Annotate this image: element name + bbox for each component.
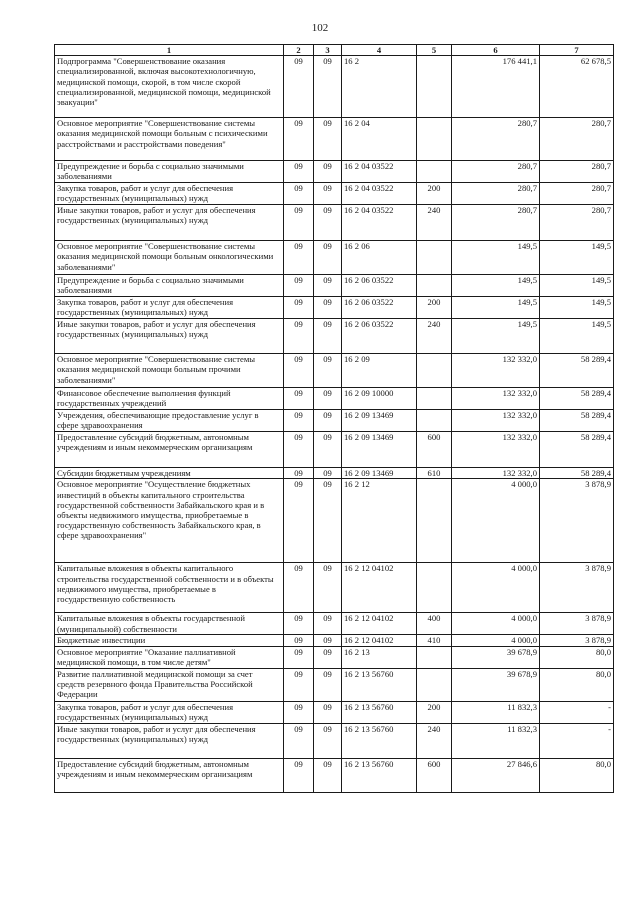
row-section: 09 <box>284 161 314 183</box>
row-name: Закупка товаров, работ и услуг для обеспечения государственных (муниципальных) нужд <box>55 183 284 205</box>
row-subsection: 09 <box>314 388 342 410</box>
row-amount-planned: 132 332,0 <box>452 468 540 479</box>
row-target-code: 16 2 09 13469 <box>342 468 417 479</box>
row-expense-type: 410 <box>417 635 452 646</box>
row-subsection: 09 <box>314 297 342 319</box>
row-amount-planned: 149,5 <box>452 275 540 297</box>
row-amount-planned: 4 000,0 <box>452 479 540 563</box>
table-row <box>55 432 614 468</box>
row-section: 09 <box>284 319 314 354</box>
table-row <box>55 613 614 635</box>
row-name: Учреждения, обеспечивающие предоставление услуг в сфере здравоохранения <box>55 410 284 432</box>
row-expense-type <box>417 388 452 410</box>
table-row <box>55 354 614 388</box>
row-amount-actual: 80,0 <box>540 668 614 701</box>
row-amount-planned: 11 832,3 <box>452 723 540 758</box>
table-row <box>55 410 614 432</box>
row-amount-actual: 149,5 <box>540 297 614 319</box>
row-expense-type <box>417 354 452 388</box>
row-name: Закупка товаров, работ и услуг для обеспечения государственных (муниципальных) нужд <box>55 701 284 723</box>
table-row <box>55 297 614 319</box>
row-name: Иные закупки товаров, работ и услуг для обеспечения государственных (муниципальных) нужд <box>55 723 284 758</box>
row-target-code: 16 2 06 <box>342 241 417 275</box>
row-amount-actual: 58 289,4 <box>540 410 614 432</box>
row-amount-planned: 39 678,9 <box>452 646 540 668</box>
table-row <box>55 635 614 646</box>
row-target-code: 16 2 06 03522 <box>342 319 417 354</box>
row-expense-type: 600 <box>417 758 452 792</box>
row-name: Бюджетные инвестиции <box>55 635 284 646</box>
row-subsection: 09 <box>314 56 342 118</box>
row-amount-actual: 80,0 <box>540 758 614 792</box>
table-row <box>55 701 614 723</box>
table-row <box>55 118 614 161</box>
row-name: Капитальные вложения в объекты капитального строительства государственной собственности и в объекты недвижимого имущества, приобретаемые в государственную собственность <box>55 563 284 613</box>
row-subsection: 09 <box>314 479 342 563</box>
row-section: 09 <box>284 297 314 319</box>
row-amount-actual: 280,7 <box>540 183 614 205</box>
row-target-code: 16 2 13 56760 <box>342 701 417 723</box>
column-header-4: 4 <box>342 45 417 56</box>
row-expense-type <box>417 56 452 118</box>
budget-table <box>54 44 614 793</box>
row-amount-planned: 39 678,9 <box>452 668 540 701</box>
row-section: 09 <box>284 723 314 758</box>
row-amount-planned: 132 332,0 <box>452 432 540 468</box>
row-section: 09 <box>284 479 314 563</box>
row-expense-type: 200 <box>417 183 452 205</box>
row-expense-type <box>417 668 452 701</box>
row-name: Субсидии бюджетным учреждениям <box>55 468 284 479</box>
row-amount-actual: 58 289,4 <box>540 354 614 388</box>
table-row <box>55 183 614 205</box>
row-subsection: 09 <box>314 701 342 723</box>
row-subsection: 09 <box>314 161 342 183</box>
row-subsection: 09 <box>314 205 342 241</box>
row-target-code: 16 2 04 <box>342 118 417 161</box>
row-name: Основное мероприятие "Совершенствование системы оказания медицинской помощи больным онкологическими заболеваниями" <box>55 241 284 275</box>
row-amount-actual: 3 878,9 <box>540 635 614 646</box>
row-amount-actual: 3 878,9 <box>540 479 614 563</box>
row-section: 09 <box>284 635 314 646</box>
row-name: Основное мероприятие "Осуществление бюджетных инвестиций в объекты капитального строительства государственной собственности Забайкальского края и в объекты недвижимого имущества, приобретаемые в государственную собственность Забайкальского края, в сфере здравоохранения" <box>55 479 284 563</box>
column-header-6: 6 <box>452 45 540 56</box>
header-row <box>55 45 614 56</box>
row-amount-planned: 4 000,0 <box>452 613 540 635</box>
row-amount-actual: 58 289,4 <box>540 432 614 468</box>
row-name: Капитальные вложения в объекты государственной (муниципальной) собственности <box>55 613 284 635</box>
column-header-1: 1 <box>55 45 284 56</box>
column-header-7: 7 <box>540 45 614 56</box>
row-subsection: 09 <box>314 758 342 792</box>
row-amount-actual: 149,5 <box>540 275 614 297</box>
row-expense-type <box>417 241 452 275</box>
table-row <box>55 56 614 118</box>
row-name: Основное мероприятие "Совершенствование системы оказания медицинской помощи больным прочими заболеваниями" <box>55 354 284 388</box>
row-target-code: 16 2 09 10000 <box>342 388 417 410</box>
row-section: 09 <box>284 205 314 241</box>
table-row <box>55 479 614 563</box>
row-section: 09 <box>284 241 314 275</box>
row-section: 09 <box>284 354 314 388</box>
row-name: Развитие паллиативной медицинской помощи за счет средств резервного фонда Правительства Российской Федерации <box>55 668 284 701</box>
table-row <box>55 388 614 410</box>
row-subsection: 09 <box>314 635 342 646</box>
row-amount-planned: 149,5 <box>452 241 540 275</box>
row-amount-actual: 3 878,9 <box>540 563 614 613</box>
row-section: 09 <box>284 56 314 118</box>
row-target-code: 16 2 09 <box>342 354 417 388</box>
row-amount-actual: - <box>540 701 614 723</box>
row-target-code: 16 2 <box>342 56 417 118</box>
row-name: Основное мероприятие "Совершенствование системы оказания медицинской помощи больным с психическими расстройствами и расстройствами поведения" <box>55 118 284 161</box>
row-section: 09 <box>284 646 314 668</box>
row-section: 09 <box>284 410 314 432</box>
row-name: Основное мероприятие "Оказание паллиативной медицинской помощи, в том числе детям" <box>55 646 284 668</box>
row-subsection: 09 <box>314 668 342 701</box>
row-target-code: 16 2 13 56760 <box>342 668 417 701</box>
column-header-2: 2 <box>284 45 314 56</box>
row-expense-type: 200 <box>417 701 452 723</box>
row-amount-actual: 3 878,9 <box>540 613 614 635</box>
row-name: Предупреждение и борьба с социально значимыми заболеваниями <box>55 161 284 183</box>
row-name: Предоставление субсидий бюджетным, автономным учреждениям и иным некоммерческим организациям <box>55 758 284 792</box>
table-row <box>55 319 614 354</box>
row-section: 09 <box>284 183 314 205</box>
row-name: Иные закупки товаров, работ и услуг для обеспечения государственных (муниципальных) нужд <box>55 319 284 354</box>
row-section: 09 <box>284 468 314 479</box>
row-subsection: 09 <box>314 646 342 668</box>
row-name: Закупка товаров, работ и услуг для обеспечения государственных (муниципальных) нужд <box>55 297 284 319</box>
row-expense-type <box>417 563 452 613</box>
row-target-code: 16 2 04 03522 <box>342 161 417 183</box>
row-amount-planned: 132 332,0 <box>452 388 540 410</box>
row-amount-actual: 62 678,5 <box>540 56 614 118</box>
row-amount-planned: 132 332,0 <box>452 354 540 388</box>
row-target-code: 16 2 09 13469 <box>342 432 417 468</box>
row-section: 09 <box>284 563 314 613</box>
table-row <box>55 646 614 668</box>
row-amount-planned: 4 000,0 <box>452 635 540 646</box>
row-target-code: 16 2 13 56760 <box>342 723 417 758</box>
row-target-code: 16 2 12 <box>342 479 417 563</box>
row-subsection: 09 <box>314 432 342 468</box>
row-target-code: 16 2 12 04102 <box>342 563 417 613</box>
row-expense-type: 240 <box>417 205 452 241</box>
row-subsection: 09 <box>314 183 342 205</box>
row-amount-planned: 280,7 <box>452 183 540 205</box>
row-amount-actual: 80,0 <box>540 646 614 668</box>
row-name: Подпрограмма "Совершенствование оказания специализированной, включая высокотехнологичную, медицинской помощи, скорой, в том числе скорой специализированной, медицинской помощи, медицинской эвакуации" <box>55 56 284 118</box>
row-amount-actual: 280,7 <box>540 205 614 241</box>
row-subsection: 09 <box>314 275 342 297</box>
row-name: Предупреждение и борьба с социально значимыми заболеваниями <box>55 275 284 297</box>
row-amount-planned: 149,5 <box>452 297 540 319</box>
row-amount-planned: 280,7 <box>452 161 540 183</box>
table-row <box>55 241 614 275</box>
row-section: 09 <box>284 758 314 792</box>
column-header-3: 3 <box>314 45 342 56</box>
row-expense-type: 400 <box>417 613 452 635</box>
row-section: 09 <box>284 668 314 701</box>
row-expense-type: 200 <box>417 297 452 319</box>
row-expense-type <box>417 646 452 668</box>
row-expense-type <box>417 410 452 432</box>
row-subsection: 09 <box>314 410 342 432</box>
row-section: 09 <box>284 613 314 635</box>
row-amount-planned: 132 332,0 <box>452 410 540 432</box>
row-target-code: 16 2 04 03522 <box>342 205 417 241</box>
row-subsection: 09 <box>314 723 342 758</box>
table-row <box>55 668 614 701</box>
row-section: 09 <box>284 432 314 468</box>
table-row <box>55 758 614 792</box>
row-section: 09 <box>284 275 314 297</box>
row-amount-actual: 149,5 <box>540 241 614 275</box>
row-expense-type: 240 <box>417 319 452 354</box>
row-amount-actual: 58 289,4 <box>540 468 614 479</box>
row-expense-type: 240 <box>417 723 452 758</box>
row-amount-actual: 149,5 <box>540 319 614 354</box>
row-subsection: 09 <box>314 468 342 479</box>
row-amount-actual: 280,7 <box>540 118 614 161</box>
row-expense-type <box>417 161 452 183</box>
row-subsection: 09 <box>314 118 342 161</box>
table-row <box>55 723 614 758</box>
table-row <box>55 161 614 183</box>
row-target-code: 16 2 06 03522 <box>342 297 417 319</box>
table-body <box>55 56 614 792</box>
row-amount-planned: 4 000,0 <box>452 563 540 613</box>
row-target-code: 16 2 13 56760 <box>342 758 417 792</box>
row-target-code: 16 2 09 13469 <box>342 410 417 432</box>
row-subsection: 09 <box>314 241 342 275</box>
table-row <box>55 563 614 613</box>
row-amount-planned: 280,7 <box>452 205 540 241</box>
row-name: Предоставление субсидий бюджетным, автономным учреждениям и иным некоммерческим организациям <box>55 432 284 468</box>
row-target-code: 16 2 04 03522 <box>342 183 417 205</box>
row-expense-type <box>417 479 452 563</box>
row-amount-planned: 11 832,3 <box>452 701 540 723</box>
page-number: 102 <box>311 22 329 34</box>
table-row <box>55 205 614 241</box>
row-subsection: 09 <box>314 354 342 388</box>
row-section: 09 <box>284 701 314 723</box>
row-expense-type <box>417 275 452 297</box>
row-target-code: 16 2 13 <box>342 646 417 668</box>
row-subsection: 09 <box>314 563 342 613</box>
row-expense-type: 610 <box>417 468 452 479</box>
row-amount-planned: 27 846,6 <box>452 758 540 792</box>
row-subsection: 09 <box>314 319 342 354</box>
row-expense-type <box>417 118 452 161</box>
row-name: Финансовое обеспечение выполнения функций государственных учреждений <box>55 388 284 410</box>
column-header-5: 5 <box>417 45 452 56</box>
row-target-code: 16 2 12 04102 <box>342 635 417 646</box>
table-row <box>55 468 614 479</box>
table-row <box>55 275 614 297</box>
row-expense-type: 600 <box>417 432 452 468</box>
row-target-code: 16 2 12 04102 <box>342 613 417 635</box>
row-amount-actual: 280,7 <box>540 161 614 183</box>
row-section: 09 <box>284 388 314 410</box>
row-section: 09 <box>284 118 314 161</box>
row-amount-actual: - <box>540 723 614 758</box>
row-amount-planned: 176 441,1 <box>452 56 540 118</box>
row-target-code: 16 2 06 03522 <box>342 275 417 297</box>
row-amount-planned: 149,5 <box>452 319 540 354</box>
row-amount-actual: 58 289,4 <box>540 388 614 410</box>
row-name: Иные закупки товаров, работ и услуг для обеспечения государственных (муниципальных) нужд <box>55 205 284 241</box>
row-amount-planned: 280,7 <box>452 118 540 161</box>
row-subsection: 09 <box>314 613 342 635</box>
